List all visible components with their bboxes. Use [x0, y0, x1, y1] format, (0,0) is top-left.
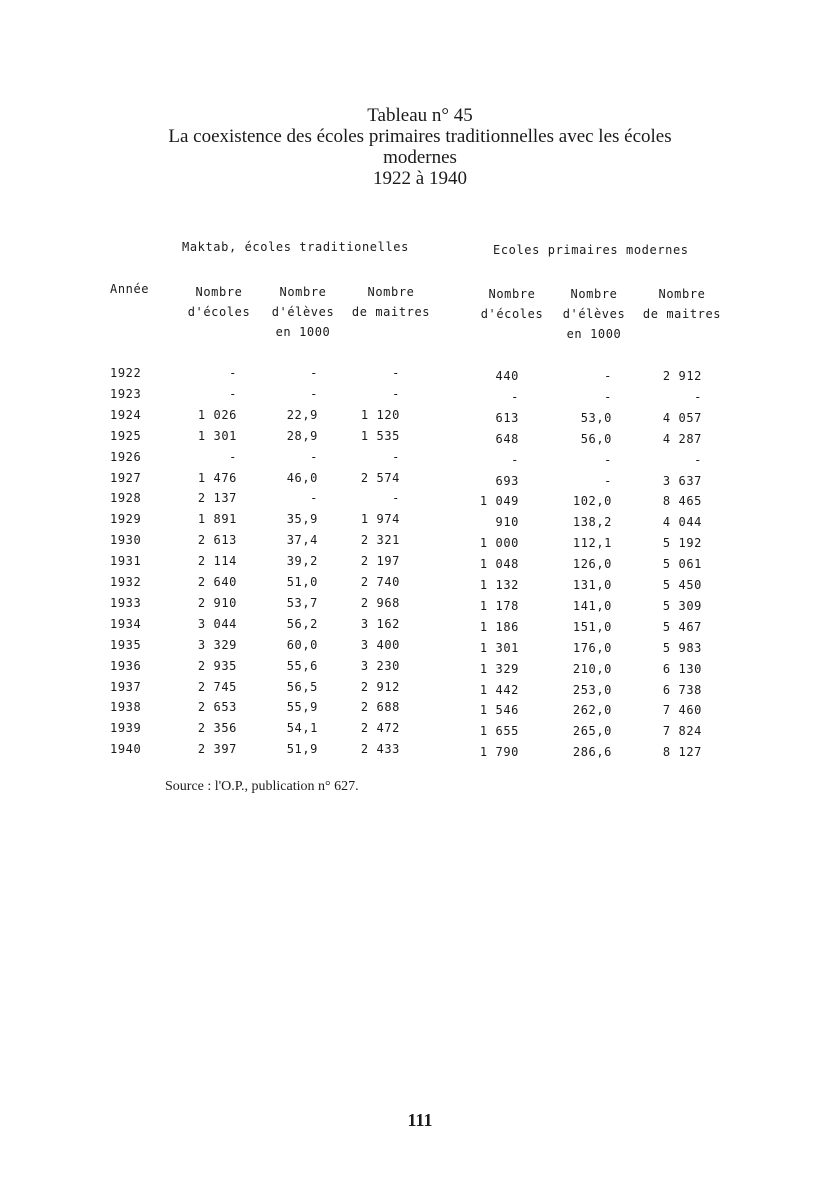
- cell-traditional-schools: 1 026: [197, 407, 237, 422]
- cell-year: 1936: [110, 658, 142, 673]
- cell-traditional-teachers: 2 968: [360, 595, 400, 610]
- cell-traditional-teachers: -: [392, 491, 400, 506]
- cell-traditional-teachers: -: [392, 449, 400, 464]
- cell-traditional-schools: 2 910: [197, 595, 237, 610]
- column-header-traditional-pupils: Nombre d'élèves en 1000: [271, 285, 335, 339]
- cell-modern-schools: 1 442: [479, 682, 519, 697]
- cell-modern-schools: 1 186: [479, 619, 519, 634]
- cell-traditional-teachers: 2 197: [360, 554, 400, 569]
- cell-traditional-teachers: -: [392, 386, 400, 401]
- cell-modern-pupils: -: [604, 473, 612, 488]
- cell-modern-teachers: 4 044: [662, 515, 702, 530]
- cell-traditional-teachers: 2 912: [360, 679, 400, 694]
- cell-traditional-pupils: 51,0: [286, 575, 318, 589]
- cell-traditional-schools: 2 640: [197, 575, 237, 589]
- cell-modern-teachers: -: [694, 452, 702, 467]
- source-note: Source : l'O.P., publication n° 627.: [165, 779, 359, 794]
- cell-year: 1929: [110, 512, 142, 527]
- cell-modern-pupils: 126,0: [572, 557, 612, 572]
- page-number: 111: [407, 1110, 433, 1130]
- title-years: 1922 à 1940: [373, 168, 467, 189]
- cell-traditional-teachers: 2 688: [360, 700, 400, 715]
- cell-traditional-teachers: 2 472: [360, 721, 400, 736]
- cell-year: 1937: [110, 679, 142, 694]
- cell-modern-pupils: 102,0: [572, 494, 612, 509]
- cell-modern-schools: 1 655: [479, 724, 519, 739]
- cell-traditional-pupils: 55,6: [286, 658, 318, 673]
- cell-year: 1930: [110, 533, 142, 548]
- cell-modern-teachers: 5 450: [662, 578, 702, 592]
- title-line: La coexistence des écoles primaires traditionnelles avec les écoles: [168, 126, 672, 147]
- cell-modern-teachers: 7 460: [662, 703, 702, 718]
- cell-modern-schools: 648: [495, 431, 519, 446]
- cell-traditional-teachers: 3 162: [360, 616, 400, 631]
- cell-year: 1939: [110, 721, 142, 736]
- cell-modern-pupils: -: [604, 389, 612, 404]
- cell-traditional-teachers: 3 400: [360, 637, 400, 652]
- cell-year: 1928: [110, 491, 142, 506]
- cell-year: 1925: [110, 428, 142, 443]
- cell-modern-teachers: 4 057: [662, 410, 702, 425]
- cell-modern-schools: 613: [495, 410, 519, 425]
- cell-traditional-pupils: 51,9: [286, 742, 318, 757]
- cell-traditional-pupils: 35,9: [286, 512, 318, 527]
- cell-modern-pupils: 262,0: [572, 703, 612, 718]
- cell-year: 1922: [110, 366, 142, 380]
- cell-modern-teachers: 5 467: [662, 619, 702, 634]
- cell-modern-teachers: 8 465: [662, 494, 702, 509]
- cell-traditional-schools: -: [229, 386, 237, 401]
- cell-traditional-pupils: 60,0: [286, 637, 318, 652]
- cell-modern-pupils: 112,1: [572, 536, 612, 551]
- group-header-modern: Ecoles primaires modernes: [493, 243, 689, 257]
- cell-year: 1935: [110, 637, 142, 652]
- cell-traditional-pupils: 22,9: [286, 407, 318, 422]
- column-header-traditional-teachers: Nombre de maitres: [351, 285, 431, 319]
- cell-traditional-schools: 1 891: [197, 512, 237, 527]
- cell-traditional-schools: 1 476: [197, 470, 237, 485]
- cell-year: 1927: [110, 470, 142, 485]
- cell-traditional-schools: 1 301: [197, 428, 237, 443]
- cell-modern-pupils: 131,0: [572, 578, 612, 592]
- cell-year: 1933: [110, 595, 142, 610]
- cell-modern-teachers: 3 637: [662, 473, 702, 488]
- cell-modern-schools: 910: [495, 515, 519, 530]
- cell-traditional-pupils: 55,9: [286, 700, 318, 715]
- cell-traditional-schools: 2 397: [197, 742, 237, 757]
- cell-modern-pupils: 265,0: [572, 724, 612, 739]
- column-header-modern-teachers: Nombre de maitres: [642, 287, 722, 321]
- cell-traditional-schools: 2 935: [197, 658, 237, 673]
- cell-modern-schools: 1 301: [479, 640, 519, 655]
- cell-modern-teachers: 5 983: [662, 640, 702, 655]
- cell-traditional-schools: 2 356: [197, 721, 237, 736]
- cell-traditional-schools: 3 044: [197, 616, 237, 631]
- cell-traditional-pupils: -: [310, 449, 318, 464]
- cell-traditional-schools: -: [229, 449, 237, 464]
- cell-modern-pupils: 56,0: [580, 431, 612, 446]
- cell-traditional-pupils: -: [310, 491, 318, 506]
- cell-traditional-schools: 2 653: [197, 700, 237, 715]
- cell-modern-schools: -: [511, 452, 519, 467]
- cell-modern-schools: 1 000: [479, 536, 519, 551]
- cell-modern-pupils: 210,0: [572, 661, 612, 676]
- cell-modern-pupils: 253,0: [572, 682, 612, 697]
- cell-traditional-schools: -: [229, 366, 237, 380]
- cell-modern-pupils: -: [604, 369, 612, 383]
- cell-traditional-teachers: 2 433: [360, 742, 400, 757]
- cell-modern-schools: 1 048: [479, 557, 519, 572]
- cell-modern-pupils: -: [604, 452, 612, 467]
- cell-traditional-pupils: 46,0: [286, 470, 318, 485]
- cell-traditional-pupils: 37,4: [286, 533, 318, 548]
- cell-traditional-schools: 2 613: [197, 533, 237, 548]
- column-header-modern-pupils: Nombre d'élèves en 1000: [562, 287, 626, 341]
- table-title: [0, 105, 840, 189]
- cell-modern-schools: -: [511, 389, 519, 404]
- cell-year: 1924: [110, 407, 142, 422]
- cell-traditional-pupils: 56,2: [286, 616, 318, 631]
- cell-year: 1938: [110, 700, 142, 715]
- cell-modern-teachers: 7 824: [662, 724, 702, 739]
- cell-modern-teachers: 5 192: [662, 536, 702, 551]
- cell-traditional-pupils: 53,7: [286, 595, 318, 610]
- column-header-year: Année: [110, 282, 150, 296]
- cell-modern-teachers: 2 912: [662, 369, 702, 383]
- cell-traditional-teachers: 2 574: [360, 470, 400, 485]
- cell-traditional-teachers: -: [392, 366, 400, 380]
- cell-modern-schools: 1 049: [479, 494, 519, 509]
- cell-year: 1926: [110, 449, 142, 464]
- cell-traditional-teachers: 3 230: [360, 658, 400, 673]
- cell-year: 1940: [110, 742, 142, 757]
- cell-modern-pupils: 286,6: [572, 745, 612, 760]
- cell-traditional-pupils: 56,5: [286, 679, 318, 694]
- cell-modern-teachers: 4 287: [662, 431, 702, 446]
- cell-modern-schools: 693: [495, 473, 519, 488]
- cell-year: 1932: [110, 575, 142, 589]
- cell-modern-pupils: 151,0: [572, 619, 612, 634]
- group-header-traditional: Maktab, écoles traditionelles: [182, 240, 409, 254]
- cell-modern-teachers: -: [694, 389, 702, 404]
- cell-modern-pupils: 53,0: [580, 410, 612, 425]
- column-header-modern-schools: Nombre d'écoles: [480, 287, 544, 321]
- cell-modern-pupils: 176,0: [572, 640, 612, 655]
- cell-modern-pupils: 138,2: [572, 515, 612, 530]
- cell-modern-schools: 440: [495, 369, 519, 383]
- cell-modern-schools: 1 790: [479, 745, 519, 760]
- cell-traditional-teachers: 1 120: [360, 407, 400, 422]
- column-header-traditional-schools: Nombre d'écoles: [187, 285, 251, 319]
- cell-modern-schools: 1 329: [479, 661, 519, 676]
- cell-year: 1923: [110, 386, 142, 401]
- cell-modern-teachers: 6 738: [662, 682, 702, 697]
- cell-modern-teachers: 6 130: [662, 661, 702, 676]
- cell-traditional-schools: 2 137: [197, 491, 237, 506]
- cell-traditional-schools: 2 114: [197, 554, 237, 569]
- cell-traditional-pupils: 39,2: [286, 554, 318, 569]
- table-number: Tableau n° 45: [367, 105, 473, 126]
- cell-modern-pupils: 141,0: [572, 598, 612, 613]
- cell-traditional-teachers: 1 974: [360, 512, 400, 527]
- cell-traditional-schools: 3 329: [197, 637, 237, 652]
- cell-traditional-pupils: -: [310, 386, 318, 401]
- cell-traditional-teachers: 2 740: [360, 575, 400, 589]
- cell-modern-teachers: 5 061: [662, 557, 702, 572]
- cell-traditional-teachers: 1 535: [360, 428, 400, 443]
- cell-modern-teachers: 8 127: [662, 745, 702, 760]
- cell-traditional-teachers: 2 321: [360, 533, 400, 548]
- cell-modern-schools: 1 132: [479, 578, 519, 592]
- cell-modern-schools: 1 178: [479, 598, 519, 613]
- cell-traditional-pupils: 28,9: [286, 428, 318, 443]
- cell-modern-teachers: 5 309: [662, 598, 702, 613]
- cell-year: 1931: [110, 554, 142, 569]
- title-line: modernes: [383, 147, 457, 168]
- cell-year: 1934: [110, 616, 142, 631]
- cell-traditional-schools: 2 745: [197, 679, 237, 694]
- cell-modern-schools: 1 546: [479, 703, 519, 718]
- cell-traditional-pupils: 54,1: [286, 721, 318, 736]
- cell-traditional-pupils: -: [310, 366, 318, 380]
